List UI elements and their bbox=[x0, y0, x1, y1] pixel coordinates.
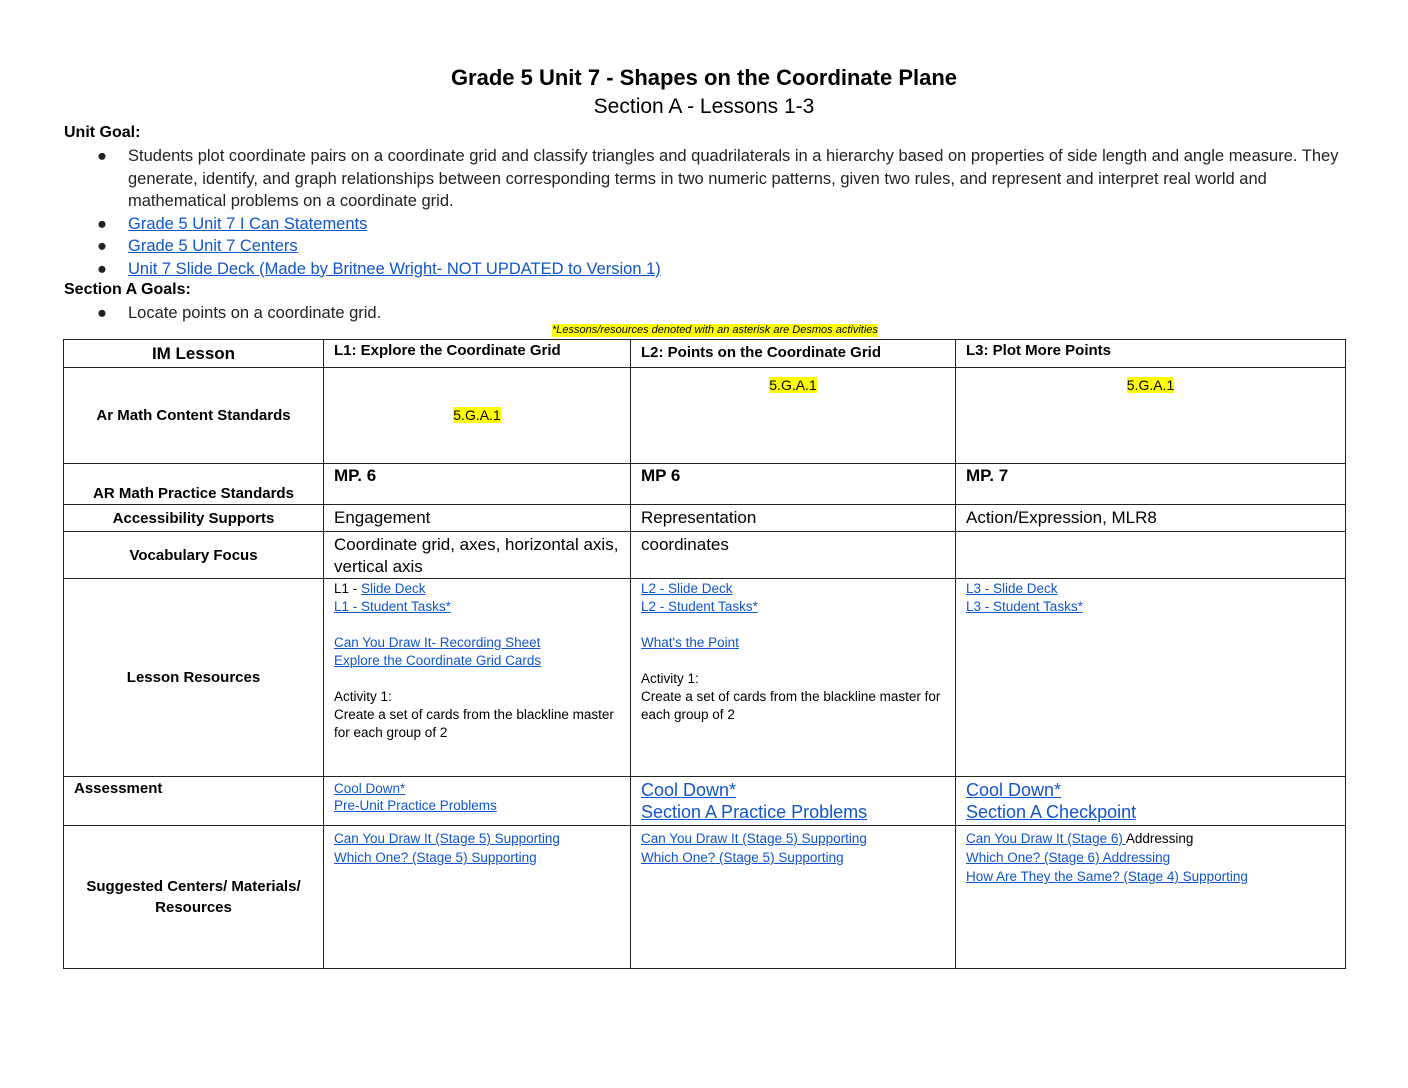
list-item bbox=[64, 258, 1344, 281]
table-row bbox=[64, 505, 1346, 532]
table-row bbox=[64, 368, 1346, 464]
activity-text: Create a set of cards from the blackline master for each group of 2 bbox=[334, 707, 614, 740]
unit-goal-list bbox=[64, 145, 1344, 280]
cell-l3-assessment bbox=[956, 777, 1346, 826]
table-header-row bbox=[64, 340, 1346, 368]
list-item bbox=[64, 145, 1344, 213]
table-row bbox=[64, 532, 1346, 579]
link-can-you-draw-it[interactable]: Can You Draw It (Stage 6) bbox=[966, 831, 1126, 846]
cell-l1-accessibility: Engagement bbox=[324, 505, 631, 532]
cell-l2-practice-standard: MP 6 bbox=[631, 464, 956, 505]
bullet-icon: ● bbox=[97, 259, 107, 278]
link-i-can-statements[interactable]: Grade 5 Unit 7 I Can Statements bbox=[128, 214, 368, 233]
row-label-vocabulary: Vocabulary Focus bbox=[64, 532, 324, 579]
bullet-icon: ● bbox=[97, 237, 107, 255]
unit-goal-text: Students plot coordinate pairs on a coordinate grid and classify triangles and quadrilaterals in a hierarchy based on properties of side length and angle measure. They generate, identify, and graph relationships between corresponding terms in two numeric patterns, given two rules, and represent and interpret real world and mathematical problems on a coordinate grid. bbox=[128, 147, 1339, 210]
table-row bbox=[64, 826, 1346, 969]
list-item bbox=[64, 302, 1344, 325]
link-l2-cool-down[interactable]: Cool Down* bbox=[641, 780, 737, 800]
header-l2: L2: Points on the Coordinate Grid bbox=[631, 340, 956, 368]
cell-l1-resources bbox=[324, 579, 631, 777]
lesson-plan-table bbox=[63, 339, 1346, 969]
link-which-one[interactable]: Which One? (Stage 5) Supporting bbox=[334, 850, 537, 865]
row-label-accessibility: Accessibility Supports bbox=[64, 505, 324, 532]
cell-l3-vocabulary bbox=[956, 532, 1346, 579]
link-which-one[interactable]: Which One? (Stage 6) Addressing bbox=[966, 850, 1171, 865]
link-pre-unit-practice[interactable]: Pre-Unit Practice Problems bbox=[334, 798, 497, 813]
row-label-content-standards: Ar Math Content Standards bbox=[64, 368, 324, 464]
resource-prefix: L1 - bbox=[334, 581, 362, 596]
section-goal-heading: Section A Goals: bbox=[64, 281, 191, 298]
row-label-assessment: Assessment bbox=[64, 777, 324, 826]
cell-l2-resources bbox=[631, 579, 956, 777]
desmos-note: *Lessons/resources denoted with an asterisk are Desmos activities bbox=[552, 324, 878, 336]
cell-l1-content-standard bbox=[324, 368, 631, 464]
link-section-a-practice[interactable]: Section A Practice Problems bbox=[641, 802, 868, 822]
link-recording-sheet[interactable]: Can You Draw It- Recording Sheet bbox=[334, 635, 541, 650]
cell-l1-assessment bbox=[324, 777, 631, 826]
activity-label: Activity 1: bbox=[641, 671, 699, 686]
header-im-lesson: IM Lesson bbox=[64, 340, 324, 368]
table-row bbox=[64, 464, 1346, 505]
link-whats-the-point[interactable]: What's the Point bbox=[641, 635, 739, 650]
bullet-icon: ● bbox=[97, 304, 107, 322]
cell-l2-content-standard bbox=[631, 368, 956, 464]
cell-l1-centers bbox=[324, 826, 631, 969]
cell-l3-resources bbox=[956, 579, 1346, 777]
table-row bbox=[64, 777, 1346, 826]
row-label-lesson-resources: Lesson Resources bbox=[64, 579, 324, 777]
section-goal-text: Locate points on a coordinate grid. bbox=[128, 304, 382, 322]
cell-l1-vocabulary: Coordinate grid, axes, horizontal axis, vertical axis bbox=[324, 532, 631, 579]
cell-l2-centers bbox=[631, 826, 956, 969]
activity-text: Create a set of cards from the blackline master for each group of 2 bbox=[641, 689, 941, 722]
list-item bbox=[64, 235, 1344, 258]
link-grid-cards[interactable]: Explore the Coordinate Grid Cards bbox=[334, 653, 542, 668]
center-purpose: Addressing bbox=[1125, 831, 1194, 846]
standard-badge: 5.G.A.1 bbox=[1126, 377, 1175, 393]
link-which-one[interactable]: Which One? (Stage 5) Supporting bbox=[641, 850, 844, 865]
table-row bbox=[64, 579, 1346, 777]
link-how-are-they-the-same[interactable]: How Are They the Same? (Stage 4) Supporting bbox=[966, 869, 1248, 884]
page-subtitle: Section A - Lessons 1-3 bbox=[593, 95, 815, 118]
link-l1-student-tasks[interactable]: L1 - Student Tasks* bbox=[334, 599, 451, 614]
header-l3: L3: Plot More Points bbox=[956, 340, 1346, 368]
link-can-you-draw-it[interactable]: Can You Draw It (Stage 5) Supporting bbox=[334, 831, 560, 846]
link-l2-slide-deck[interactable]: L2 - Slide Deck bbox=[641, 581, 733, 596]
row-label-practice-standards: AR Math Practice Standards bbox=[64, 464, 324, 505]
standard-badge: 5.G.A.1 bbox=[453, 406, 501, 423]
cell-l3-practice-standard: MP. 7 bbox=[956, 464, 1346, 505]
cell-l3-accessibility: Action/Expression, MLR8 bbox=[956, 505, 1346, 532]
cell-l2-assessment bbox=[631, 777, 956, 826]
bullet-icon: ● bbox=[97, 214, 107, 233]
list-item bbox=[64, 213, 1344, 236]
link-l3-cool-down[interactable]: Cool Down* bbox=[966, 780, 1062, 800]
row-label-centers: Suggested Centers/ Materials/ Resources bbox=[64, 826, 324, 969]
standard-badge: 5.G.A.1 bbox=[769, 377, 817, 393]
link-unit-centers[interactable]: Grade 5 Unit 7 Centers bbox=[128, 237, 298, 255]
cell-l3-content-standard bbox=[956, 368, 1346, 464]
link-l3-student-tasks[interactable]: L3 - Student Tasks* bbox=[966, 599, 1083, 614]
header-l1: L1: Explore the Coordinate Grid bbox=[324, 340, 631, 368]
link-l1-slide-deck[interactable]: Slide Deck bbox=[361, 581, 426, 596]
section-goal-list bbox=[64, 302, 1344, 325]
link-l3-slide-deck[interactable]: L3 - Slide Deck bbox=[966, 581, 1058, 596]
bullet-icon: ● bbox=[97, 147, 107, 165]
unit-goal-heading: Unit Goal: bbox=[64, 124, 141, 141]
activity-label: Activity 1: bbox=[334, 689, 392, 704]
link-unit-slide-deck[interactable]: Unit 7 Slide Deck (Made by Britnee Wright- NOT UPDATED to Version 1) bbox=[128, 259, 661, 278]
cell-l3-centers bbox=[956, 826, 1346, 969]
cell-l2-vocabulary: coordinates bbox=[631, 532, 956, 579]
cell-l2-accessibility: Representation bbox=[631, 505, 956, 532]
link-l1-cool-down[interactable]: Cool Down* bbox=[334, 781, 406, 796]
cell-l1-practice-standard: MP. 6 bbox=[324, 464, 631, 505]
link-section-a-checkpoint[interactable]: Section A Checkpoint bbox=[966, 802, 1137, 822]
link-can-you-draw-it[interactable]: Can You Draw It (Stage 5) Supporting bbox=[641, 831, 867, 846]
page-title: Grade 5 Unit 7 - Shapes on the Coordinate Plane bbox=[450, 65, 958, 90]
link-l2-student-tasks[interactable]: L2 - Student Tasks* bbox=[641, 599, 758, 614]
